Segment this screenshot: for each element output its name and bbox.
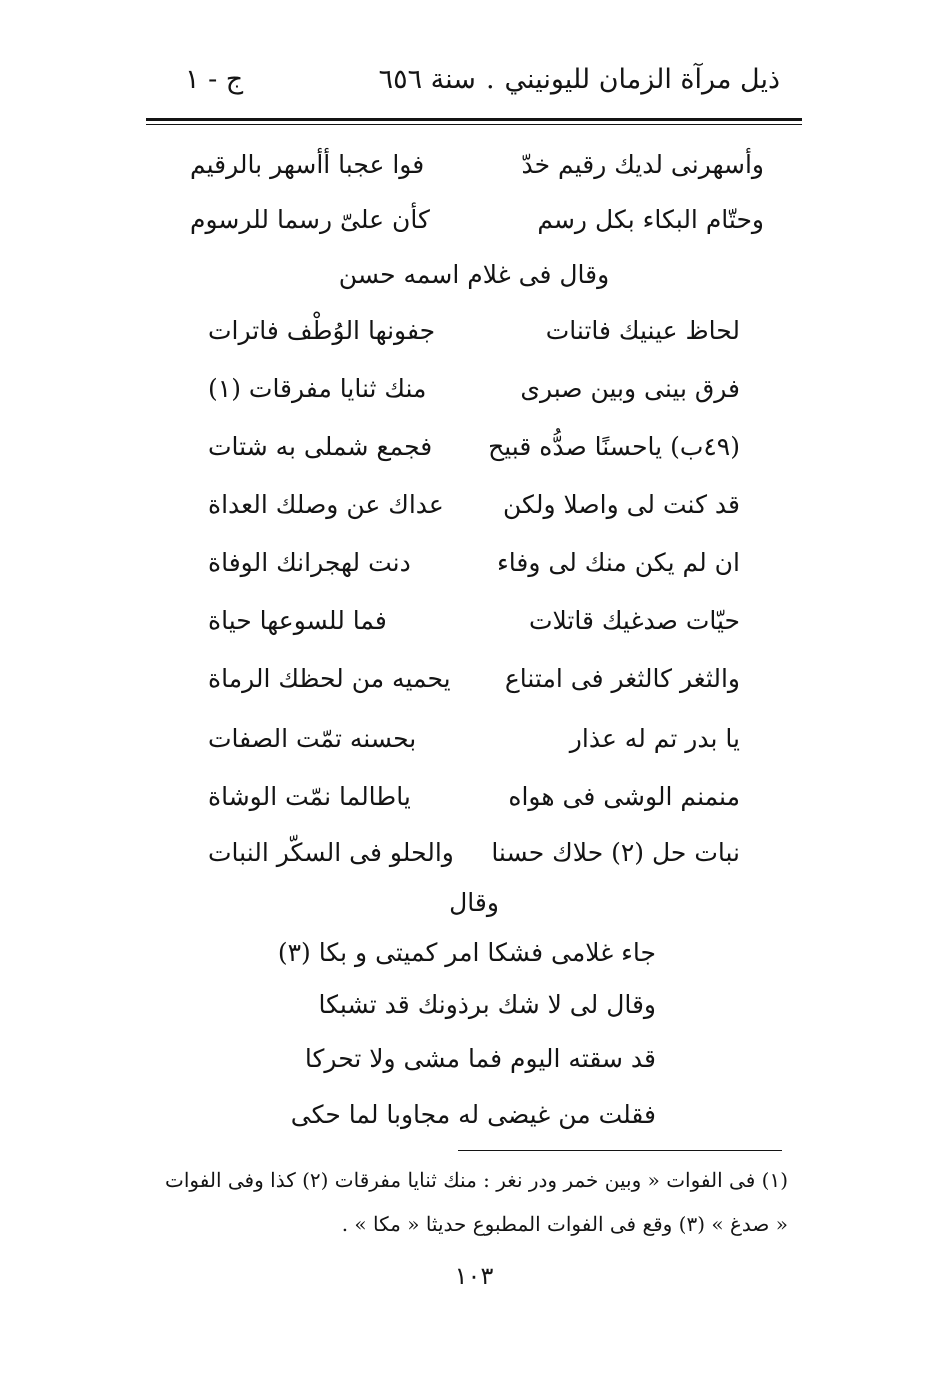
verse-line <box>208 424 740 470</box>
verse-hemistich-left: عداك عن وصلك العداة <box>208 490 444 519</box>
verse-hemistich-right: يا بدر تم له عذار <box>569 724 740 753</box>
header-rule-thin <box>146 124 802 125</box>
running-header <box>379 64 780 95</box>
verse-hemistich-right: (٤٩ب) ياحسنًا صدُّه قبيح <box>488 432 740 461</box>
header-separator: . <box>485 64 495 95</box>
verse-hemistich-left: والحلو فى السكّر النبات <box>208 838 454 867</box>
verse-line <box>208 482 740 528</box>
footnote-line: (١) فى الفوات « وبين خمر ودر نغر : منك ثنايا مفرقات (٢) كذا وفى الفوات <box>165 1168 788 1192</box>
verse-hemistich-right: نبات حل (٢) حلاك حسنا <box>491 838 740 867</box>
verse-line <box>208 366 740 412</box>
verse-hemistich-right: منمنم الوشى فى هواه <box>508 782 740 811</box>
verse-line: وقال لى لا شك برذونك قد تشبكا <box>318 990 656 1019</box>
verse-hemistich-left: بحسنه تمّت الصفات <box>208 724 417 753</box>
verse-hemistich-right: لحاظ عينيك فاتنات <box>545 316 740 345</box>
verse-hemistich-left: فوا عجبا أأسهر بالرقيم <box>190 150 425 179</box>
header-volume: ج - ١ <box>185 64 244 95</box>
verse-hemistich-right: وحتّام البكاء بكل رسم <box>537 205 764 234</box>
verse-hemistich-right: حيّات صدغيك قاتلات <box>528 606 740 635</box>
verse-line: جاء غلامى فشكا امر كميتى و بكا (٣) <box>277 938 656 967</box>
verse-line: قد سقته اليوم فما مشى ولا تحركا <box>304 1044 656 1073</box>
header-title: ذيل مرآة الزمان لليونيني <box>504 64 780 95</box>
verse-line <box>190 142 764 188</box>
footnote-line: « صدغ » (٣) وقع فى الفوات المطبوع حديثا « مكا » . <box>341 1212 788 1236</box>
header-year: سنة ٦٥٦ <box>378 64 476 95</box>
verse-hemistich-right: فرق بينى وبين صبرى <box>520 374 740 403</box>
header-rule-thick <box>146 118 802 121</box>
verse-hemistich-left: منك ثنايا مفرقات (١) <box>208 374 427 403</box>
verse-hemistich-right: قد كنت لى واصلا ولكن <box>503 490 740 519</box>
verse-line: فقلت من غيضى له مجاوبا لما حكى <box>290 1100 656 1129</box>
poem-heading: وقال فى غلام اسمه حسن <box>338 260 610 289</box>
verse-hemistich-left: كأن علىّ رسما للرسوم <box>190 205 430 234</box>
poem-heading: وقال <box>449 888 499 917</box>
verse-line <box>208 830 740 876</box>
verse-line <box>208 540 740 586</box>
verse-hemistich-right: وأسهرنى لديك رقيم خدّ <box>521 150 764 179</box>
footnote-rule <box>458 1150 782 1151</box>
verse-hemistich-left: يحميه من لحظك الرماة <box>208 664 451 693</box>
verse-hemistich-left: دنت لهجرانك الوفاة <box>208 548 411 577</box>
verse-hemistich-left: فجمع شملى به شتات <box>208 432 433 461</box>
verse-line <box>208 656 740 702</box>
verse-hemistich-left: ياطالما نمّت الوشاة <box>208 782 411 811</box>
verse-line <box>208 716 740 762</box>
verse-hemistich-left: جفونها الوُطْف فاترات <box>208 316 436 345</box>
verse-line <box>208 598 740 644</box>
verse-line <box>208 774 740 820</box>
verse-hemistich-right: ان لم يكن منك لى وفاء <box>497 548 740 577</box>
page-number: ١٠٣ <box>454 1262 494 1290</box>
verse-line <box>190 197 764 243</box>
verse-hemistich-right: والثغر كالثغر فى امتناع <box>504 664 740 693</box>
verse-line <box>208 308 740 354</box>
verse-hemistich-left: فما للسوعها حياة <box>208 606 387 635</box>
